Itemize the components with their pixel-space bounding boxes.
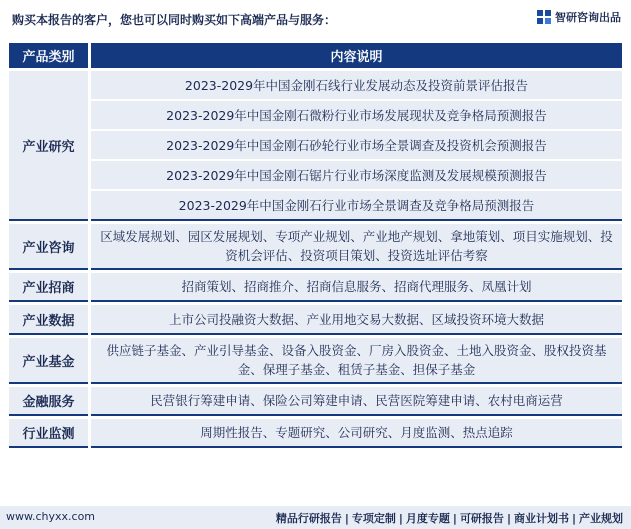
footer-separator: | (506, 512, 511, 525)
row-category: 产业基金 (9, 338, 88, 384)
row-description: 周期性报告、专题研究、公司研究、月度监测、热点追踪 (91, 419, 622, 448)
footer-separator: | (398, 512, 403, 525)
row-description: 供应链子基金、产业引导基金、设备入股资金、厂房入股资金、土地入股资金、股权投资基金、保理子基金、租赁子基金、担保子基金 (91, 338, 622, 384)
footer-links (276, 510, 623, 526)
top-bar (0, 0, 631, 38)
logo-icon (537, 10, 551, 24)
row-description: 区域发展规划、园区发展规划、专项产业规划、产业地产规划、拿地策划、项目实施规划、投资机会评估、投资项目策划、投资选址评估考察 (91, 224, 622, 270)
brand-logo (537, 9, 621, 25)
report-link[interactable]: 2023-2029年中国金刚石锯片行业市场深度监测及发展规模预测报告 (91, 161, 622, 189)
services-table (9, 43, 622, 448)
table-row (9, 305, 622, 335)
row-category: 行业监测 (9, 419, 88, 448)
footer-link[interactable]: 专项定制 (351, 512, 396, 525)
footer-url[interactable]: www.chyxx.com (6, 510, 96, 523)
row-description: 招商策划、招商推介、招商信息服务、招商代理服务、凤凰计划 (91, 273, 622, 302)
footer-separator: | (452, 512, 457, 525)
footer-separator: | (571, 512, 576, 525)
footer-link[interactable]: 精品行研报告 (275, 512, 342, 525)
footer-link[interactable]: 产业规划 (579, 512, 623, 525)
page-caption: 购买本报告的客户，您也可以同时购买如下高端产品与服务： (12, 13, 337, 27)
table-row (9, 419, 622, 448)
table-row (9, 71, 622, 221)
footer-separator: | (344, 512, 349, 525)
row-category: 金融服务 (9, 387, 88, 416)
header-category: 产品类别 (9, 43, 88, 68)
table-header (9, 43, 622, 68)
footer-link[interactable]: 可研报告 (459, 512, 504, 525)
row-category: 产业咨询 (9, 224, 88, 270)
row-description: 民营银行筹建申请、保险公司筹建申请、民营医院筹建申请、农村电商运营 (91, 387, 622, 416)
footer-link[interactable]: 月度专题 (405, 512, 450, 525)
table-row (9, 273, 622, 302)
table-row (9, 338, 622, 384)
report-link[interactable]: 2023-2029年中国金刚石砂轮行业市场全景调查及投资机会预测报告 (91, 131, 622, 159)
footer-link[interactable]: 商业计划书 (513, 512, 569, 525)
table-row (9, 387, 622, 416)
footer-bar (0, 506, 631, 529)
row-description: 上市公司投融资大数据、产业用地交易大数据、区域投资环境大数据 (91, 305, 622, 335)
row-category: 产业研究 (9, 71, 88, 221)
report-list (91, 71, 622, 221)
row-category: 产业招商 (9, 273, 88, 302)
table-row (9, 224, 622, 270)
header-content: 内容说明 (91, 43, 622, 68)
row-category: 产业数据 (9, 305, 88, 335)
report-link[interactable]: 2023-2029年中国金刚石微粉行业市场发展现状及竞争格局预测报告 (91, 101, 622, 129)
logo-text: 智研咨询出品 (555, 11, 621, 24)
report-link[interactable]: 2023-2029年中国金刚石行业市场全景调查及竞争格局预测报告 (91, 191, 622, 219)
report-link[interactable]: 2023-2029年中国金刚石线行业发展动态及投资前景评估报告 (91, 71, 622, 99)
